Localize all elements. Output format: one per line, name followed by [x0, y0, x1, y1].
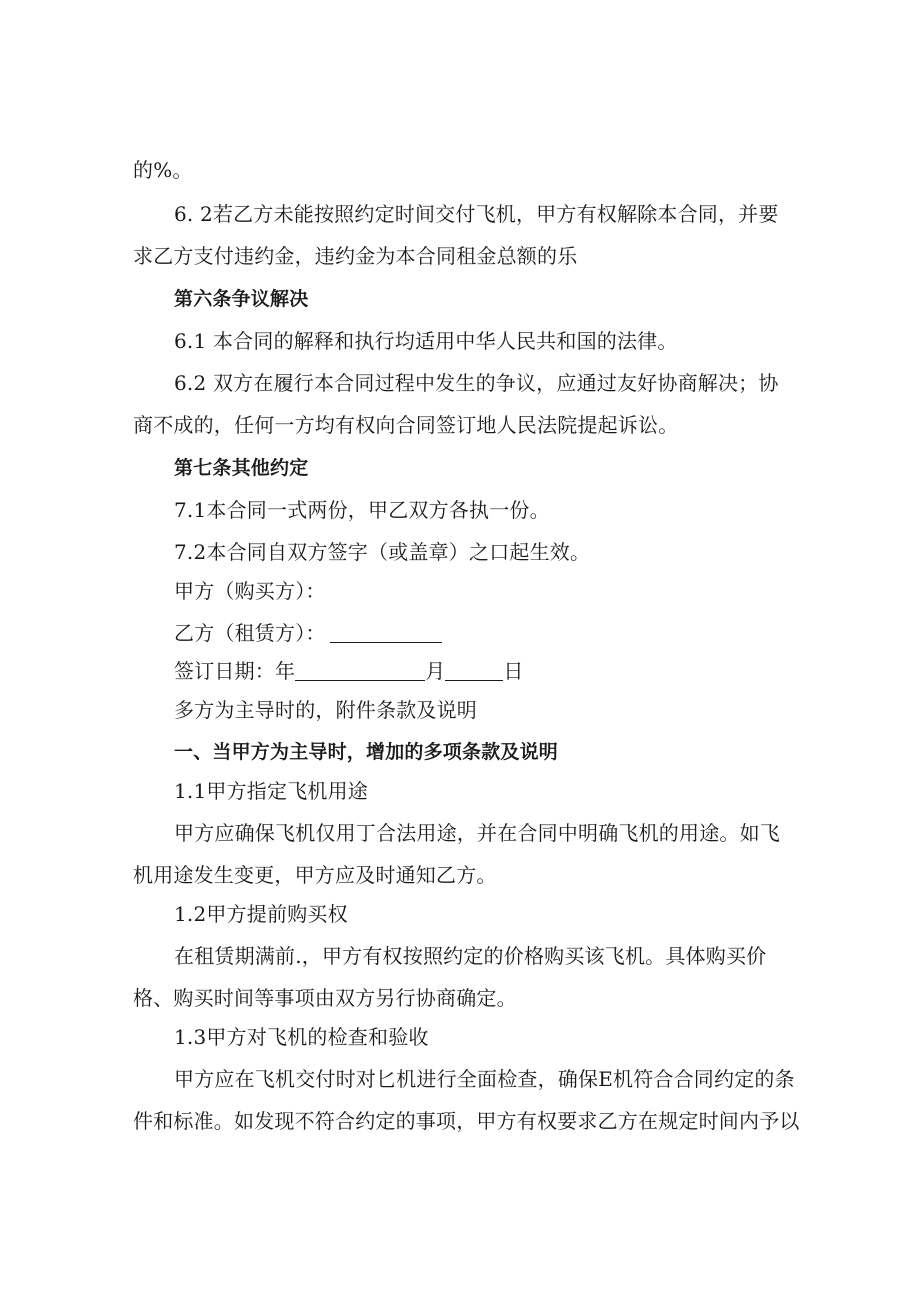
text-line: 6.2 双方在履行本合同过程中发生的争议，应通过友好协商解决；协: [174, 371, 779, 395]
subsection-title: 1.2甲方提前购买权: [174, 902, 348, 926]
text-line: 商不成的，任何一方均有权向合同签订地人民法院提起诉讼。: [133, 413, 679, 437]
text-line: 求乙方支付违约金，违约金为本合同租金总额的乐: [133, 244, 578, 268]
text-line: 机用途发生变更，甲方应及时通知乙方。: [133, 863, 497, 887]
text-line: 6.1 本合同的解释和执行均适用中华人民共和国的法律。: [174, 329, 678, 353]
text-line: 件和标准。如发现不符合约定的事项，甲方有权要求乙方在规定时间内予以: [133, 1109, 800, 1133]
signature-party-a: 甲方（购买方）：: [174, 579, 326, 603]
signing-date-year-label: 签订日期：年: [174, 659, 296, 683]
section-heading: 第六条争议解决: [174, 288, 309, 310]
section-heading: 一、当甲方为主导时，增加的多项条款及说明: [174, 741, 559, 763]
text-line: 在租赁期满前.，甲方有权按照约定的价格购买该飞机。具体购买价: [174, 944, 767, 968]
signing-date: [174, 658, 524, 684]
signature-party-b-label: 乙方（租赁方）：: [174, 621, 326, 645]
text-line: 的%。: [133, 158, 193, 182]
text-line: 甲方应确保飞机仅用丁合法用途，并在合同中明确飞机的用途。如飞: [174, 821, 780, 845]
text-line: 格、购买时间等事项由双方另行协商确定。: [133, 986, 517, 1010]
text-line: 7.2本合同自双方签字（或盖章）之口起生效。: [174, 540, 591, 564]
month-blank: [445, 660, 503, 681]
signature-party-b: [174, 620, 442, 646]
text-line: 6. 2若乙方未能按照约定时间交付飞机，甲方有权解除本合同，并要: [174, 202, 779, 226]
text-line: 甲方应在飞机交付时对匕机进行全面检查，确保E机符合合同约定的条: [174, 1067, 795, 1091]
text-line: 7.1本合同一式两份，甲乙双方各执一份。: [174, 498, 550, 522]
year-blank: [295, 660, 425, 681]
signing-date-month-label: 月: [425, 659, 446, 683]
signing-date-day-label: 日: [503, 659, 524, 683]
subsection-title: 1.1甲方指定飞机用途: [174, 779, 369, 803]
text-line: 多方为主导时的，附件条款及说明: [174, 698, 477, 722]
subsection-title: 1.3甲方对飞机的检查和验收: [174, 1025, 429, 1049]
signature-blank: [330, 622, 442, 643]
section-heading: 第七条其他约定: [174, 457, 309, 479]
